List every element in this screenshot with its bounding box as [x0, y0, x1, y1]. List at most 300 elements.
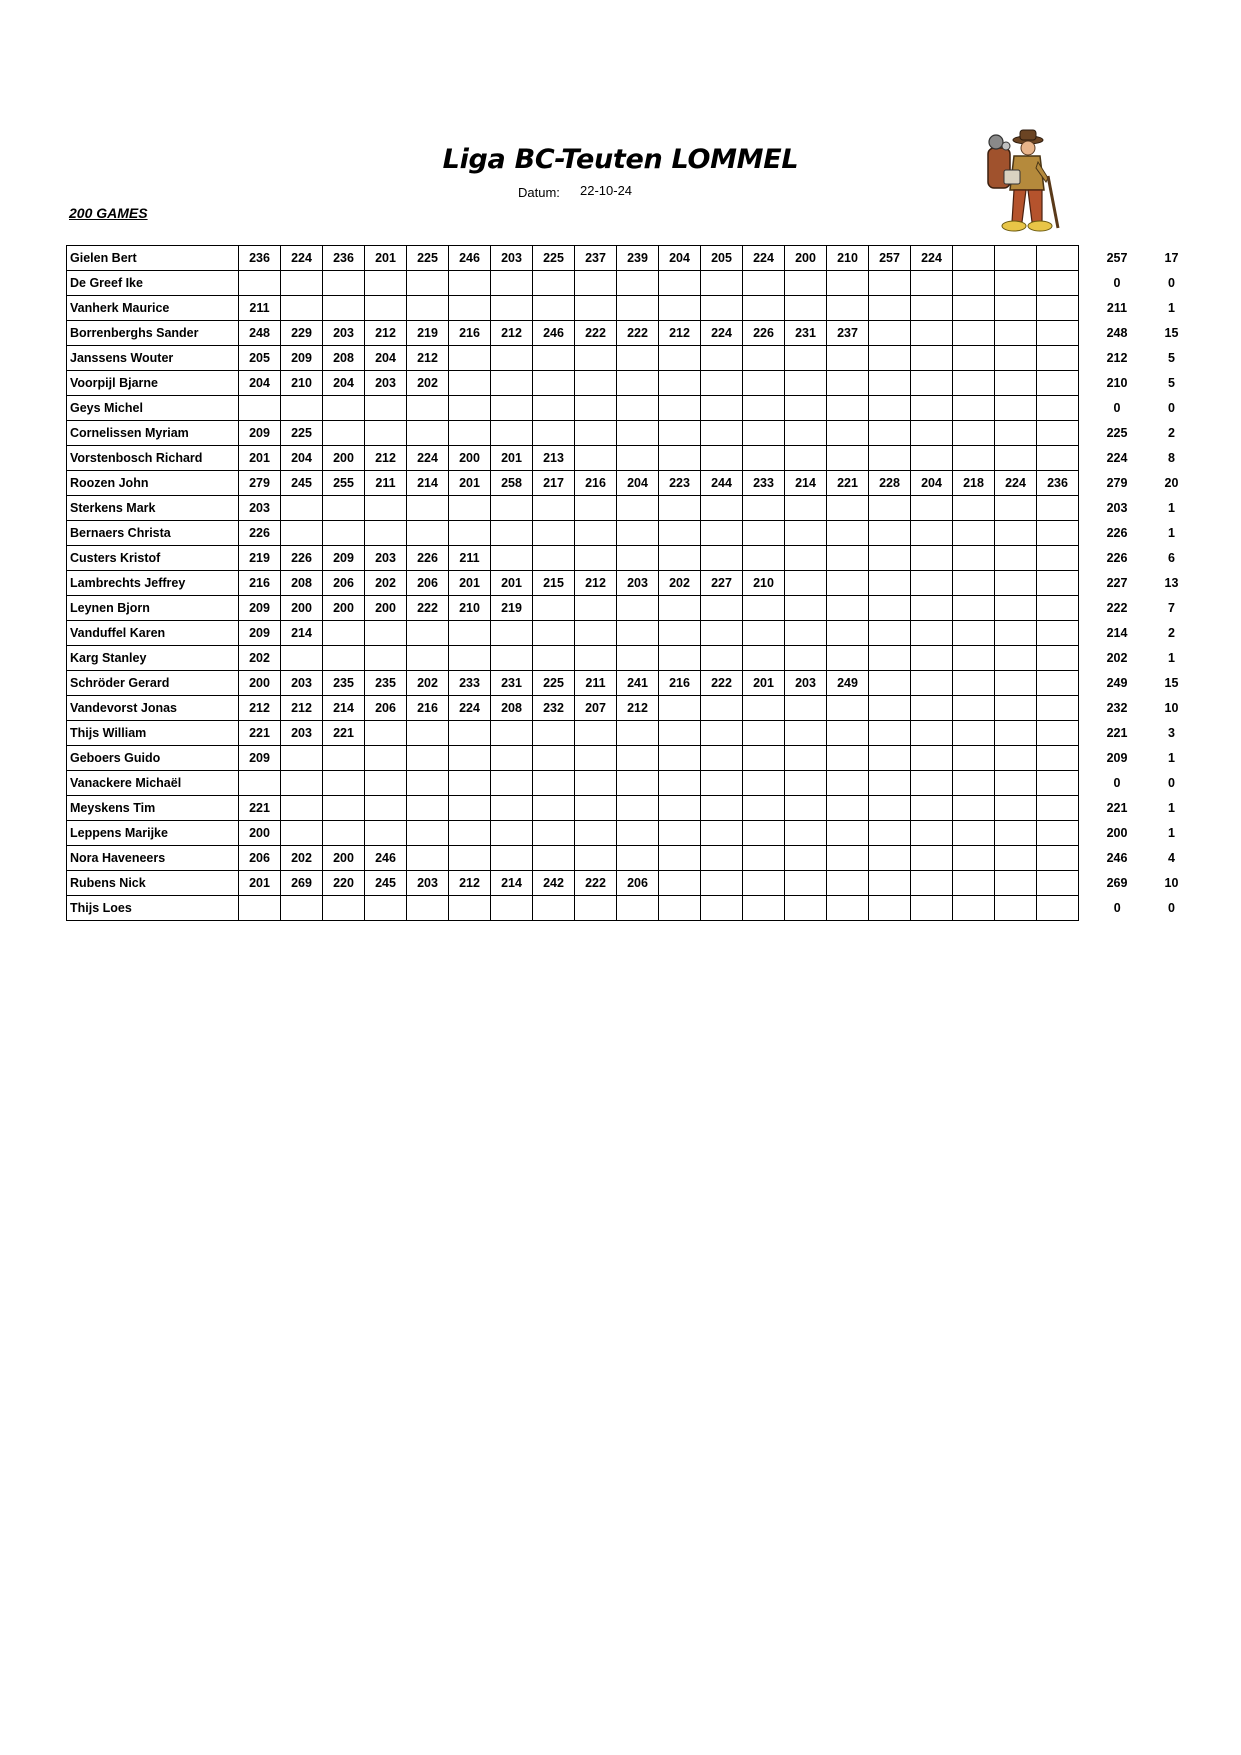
game-score-cell [617, 896, 659, 921]
game-score-cell [911, 421, 953, 446]
game-score-cell [953, 371, 995, 396]
game-score-cell [827, 846, 869, 871]
game-score-cell [1037, 396, 1079, 421]
best-score: 225 [1106, 426, 1128, 440]
section-subtitle: 200 GAMES [69, 205, 148, 221]
game-score-cell [785, 546, 827, 571]
game-score-cell [617, 396, 659, 421]
game-score-cell: 239 [617, 246, 659, 271]
column-spacer [1079, 721, 1090, 746]
game-score-cell [491, 646, 533, 671]
game-score-cell [785, 621, 827, 646]
game-score-cell: 224 [407, 446, 449, 471]
game-score-cell: 229 [281, 321, 323, 346]
game-score-cell [533, 521, 575, 546]
table-row [67, 771, 1198, 796]
game-score-cell [701, 546, 743, 571]
player-name: Cornelissen Myriam [67, 421, 239, 446]
game-score-cell [827, 396, 869, 421]
table-row [67, 446, 1198, 471]
game-score-cell [659, 396, 701, 421]
game-score-cell: 203 [617, 571, 659, 596]
game-score-cell [827, 871, 869, 896]
game-score-cell [785, 496, 827, 521]
game-score-cell: 218 [953, 471, 995, 496]
table-row [67, 371, 1198, 396]
game-score-cell: 245 [281, 471, 323, 496]
game-score-cell [827, 271, 869, 296]
game-score-cell [953, 496, 995, 521]
game-score-cell: 216 [239, 571, 281, 596]
player-name: Geys Michel [67, 396, 239, 421]
game-score-cell [365, 771, 407, 796]
game-score-cell: 212 [491, 321, 533, 346]
game-score-cell [995, 521, 1037, 546]
game-score-cell [995, 396, 1037, 421]
game-score-cell [491, 296, 533, 321]
game-score-cell [323, 646, 365, 671]
game-score-cell [1037, 446, 1079, 471]
game-score-cell [701, 496, 743, 521]
game-score-cell [827, 346, 869, 371]
table-row [67, 346, 1198, 371]
game-count: 13 [1164, 576, 1179, 590]
game-score-cell [701, 421, 743, 446]
game-score-cell [575, 621, 617, 646]
game-score-cell: 200 [323, 446, 365, 471]
game-score-cell: 241 [617, 671, 659, 696]
player-name: Thijs William [67, 721, 239, 746]
game-score-cell [323, 421, 365, 446]
game-score-cell: 209 [323, 546, 365, 571]
game-score-cell: 225 [533, 671, 575, 696]
best-score: 221 [1106, 801, 1128, 815]
game-score-cell [533, 271, 575, 296]
game-score-cell [869, 596, 911, 621]
game-score-cell [785, 746, 827, 771]
game-score-cell [1037, 671, 1079, 696]
game-score-cell [911, 571, 953, 596]
game-score-cell [659, 846, 701, 871]
game-count: 1 [1168, 651, 1175, 665]
game-score-cell [659, 596, 701, 621]
game-score-cell [869, 821, 911, 846]
game-score-cell [659, 371, 701, 396]
game-score-cell: 205 [239, 346, 281, 371]
game-score-cell: 224 [701, 321, 743, 346]
game-score-cell [911, 521, 953, 546]
game-score-cell [995, 346, 1037, 371]
game-score-cell: 203 [281, 721, 323, 746]
game-score-cell [995, 671, 1037, 696]
game-count: 20 [1164, 476, 1179, 490]
game-score-cell: 221 [239, 721, 281, 746]
game-score-cell: 200 [239, 821, 281, 846]
game-score-cell [911, 446, 953, 471]
table-row [67, 321, 1198, 346]
game-score-cell: 216 [449, 321, 491, 346]
game-score-cell: 212 [575, 571, 617, 596]
game-score-cell: 215 [533, 571, 575, 596]
game-score-cell [575, 846, 617, 871]
game-score-cell: 211 [239, 296, 281, 321]
game-score-cell [239, 396, 281, 421]
game-score-cell [743, 371, 785, 396]
game-score-cell [743, 771, 785, 796]
game-score-cell [911, 696, 953, 721]
game-score-cell: 236 [1037, 471, 1079, 496]
game-score-cell [617, 271, 659, 296]
game-score-cell [1037, 846, 1079, 871]
game-score-cell [869, 646, 911, 671]
game-score-cell [869, 346, 911, 371]
game-score-cell [491, 271, 533, 296]
game-score-cell [491, 846, 533, 871]
game-score-cell [575, 721, 617, 746]
game-score-cell: 206 [617, 871, 659, 896]
game-score-cell [533, 821, 575, 846]
game-score-cell [953, 571, 995, 596]
game-score-cell [575, 396, 617, 421]
game-score-cell: 202 [407, 671, 449, 696]
game-score-cell [785, 446, 827, 471]
game-score-cell [659, 896, 701, 921]
game-score-cell [869, 496, 911, 521]
game-score-cell: 204 [323, 371, 365, 396]
game-score-cell [785, 396, 827, 421]
best-score: 0 [1113, 901, 1121, 915]
game-score-cell [407, 496, 449, 521]
game-score-cell [827, 371, 869, 396]
game-score-cell: 258 [491, 471, 533, 496]
game-score-cell [323, 521, 365, 546]
game-score-cell [449, 646, 491, 671]
game-score-cell: 214 [491, 871, 533, 896]
game-score-cell [1037, 746, 1079, 771]
game-score-cell [995, 296, 1037, 321]
player-name: Vandevorst Jonas [67, 696, 239, 721]
game-score-cell: 200 [323, 596, 365, 621]
game-score-cell: 204 [239, 371, 281, 396]
game-score-cell [281, 521, 323, 546]
game-score-cell: 202 [239, 646, 281, 671]
game-score-cell: 204 [365, 346, 407, 371]
game-score-cell [1037, 321, 1079, 346]
table-row [67, 721, 1198, 746]
game-score-cell [617, 721, 659, 746]
game-score-cell [239, 896, 281, 921]
game-score-cell [491, 346, 533, 371]
game-score-cell: 212 [281, 696, 323, 721]
best-score: 0 [1113, 276, 1121, 290]
game-score-cell [575, 446, 617, 471]
game-score-cell [281, 896, 323, 921]
game-score-cell: 202 [281, 846, 323, 871]
game-score-cell [617, 646, 659, 671]
game-score-cell [701, 871, 743, 896]
game-score-cell [323, 821, 365, 846]
game-score-cell [827, 446, 869, 471]
game-score-cell: 209 [239, 421, 281, 446]
game-score-cell: 236 [323, 246, 365, 271]
game-score-cell [281, 496, 323, 521]
game-score-cell [743, 521, 785, 546]
game-score-cell: 236 [239, 246, 281, 271]
game-score-cell: 222 [575, 321, 617, 346]
game-score-cell [281, 796, 323, 821]
game-score-cell: 204 [911, 471, 953, 496]
column-spacer [1079, 596, 1090, 621]
game-score-cell [869, 796, 911, 821]
game-score-cell [659, 546, 701, 571]
column-spacer [1079, 696, 1090, 721]
game-count: 17 [1164, 251, 1179, 265]
game-score-cell [1037, 271, 1079, 296]
player-name: Vanduffel Karen [67, 621, 239, 646]
game-score-cell [365, 746, 407, 771]
game-count: 0 [1168, 776, 1175, 790]
game-score-cell: 220 [323, 871, 365, 896]
game-score-cell [743, 421, 785, 446]
game-score-cell [617, 446, 659, 471]
game-score-cell [911, 596, 953, 621]
player-name: Nora Haveneers [67, 846, 239, 871]
game-score-cell [869, 571, 911, 596]
table-row [67, 821, 1198, 846]
game-score-cell: 219 [239, 546, 281, 571]
game-score-cell [659, 771, 701, 796]
game-count: 10 [1164, 876, 1179, 890]
game-score-cell [953, 771, 995, 796]
game-score-cell [533, 421, 575, 446]
game-score-cell [743, 621, 785, 646]
game-score-cell: 201 [365, 246, 407, 271]
game-score-cell: 233 [743, 471, 785, 496]
game-score-cell [785, 296, 827, 321]
column-spacer [1079, 646, 1090, 671]
game-score-cell [953, 546, 995, 571]
game-score-cell: 209 [239, 621, 281, 646]
game-score-cell [953, 671, 995, 696]
game-score-cell [953, 271, 995, 296]
game-score-cell: 216 [659, 671, 701, 696]
game-score-cell [659, 271, 701, 296]
game-score-cell [785, 771, 827, 796]
game-score-cell [617, 296, 659, 321]
game-score-cell: 201 [449, 571, 491, 596]
best-score: 222 [1106, 601, 1128, 615]
game-score-cell: 279 [239, 471, 281, 496]
table-row [67, 896, 1198, 921]
game-score-cell [743, 271, 785, 296]
table-row [67, 571, 1198, 596]
game-count: 4 [1168, 851, 1175, 865]
game-score-cell: 232 [533, 696, 575, 721]
game-score-cell: 206 [239, 846, 281, 871]
game-count: 8 [1168, 451, 1175, 465]
game-score-cell [659, 621, 701, 646]
game-score-cell [1037, 296, 1079, 321]
game-score-cell [533, 596, 575, 621]
player-name: Geboers Guido [67, 746, 239, 771]
game-score-cell: 221 [239, 796, 281, 821]
game-score-cell [995, 321, 1037, 346]
game-score-cell [617, 596, 659, 621]
game-score-cell: 209 [281, 346, 323, 371]
game-score-cell [743, 896, 785, 921]
game-score-cell [281, 746, 323, 771]
game-score-cell [449, 796, 491, 821]
game-score-cell [449, 421, 491, 446]
column-spacer [1079, 246, 1090, 271]
game-score-cell: 223 [659, 471, 701, 496]
game-score-cell [995, 846, 1037, 871]
game-score-cell [1037, 621, 1079, 646]
game-score-cell [701, 621, 743, 646]
game-score-cell: 203 [365, 371, 407, 396]
game-score-cell [659, 696, 701, 721]
game-score-cell: 211 [575, 671, 617, 696]
game-score-cell [575, 296, 617, 321]
game-score-cell [953, 896, 995, 921]
game-score-cell [1037, 721, 1079, 746]
table-row [67, 496, 1198, 521]
game-score-cell: 203 [407, 871, 449, 896]
game-count: 5 [1168, 351, 1175, 365]
game-score-cell: 200 [281, 596, 323, 621]
player-name: Vorstenbosch Richard [67, 446, 239, 471]
table-row [67, 421, 1198, 446]
game-score-cell [491, 546, 533, 571]
game-score-cell [995, 696, 1037, 721]
date-value: 22-10-24 [580, 183, 633, 198]
game-score-cell [365, 721, 407, 746]
game-score-cell [995, 271, 1037, 296]
game-score-cell [785, 846, 827, 871]
game-score-cell [575, 796, 617, 821]
player-name: Rubens Nick [67, 871, 239, 896]
game-score-cell: 201 [491, 571, 533, 596]
game-score-cell: 202 [659, 571, 701, 596]
game-score-cell [323, 796, 365, 821]
date-label: Datum: [518, 185, 560, 200]
game-score-cell: 216 [407, 696, 449, 721]
best-score: 248 [1106, 326, 1128, 340]
game-score-cell [449, 896, 491, 921]
game-score-cell [323, 271, 365, 296]
game-score-cell [953, 871, 995, 896]
game-score-cell [869, 446, 911, 471]
game-score-cell [995, 871, 1037, 896]
game-score-cell [701, 371, 743, 396]
game-score-cell [995, 571, 1037, 596]
game-score-cell [911, 371, 953, 396]
game-count: 2 [1168, 426, 1175, 440]
game-score-cell: 201 [743, 671, 785, 696]
game-score-cell [827, 721, 869, 746]
game-score-cell: 202 [365, 571, 407, 596]
game-score-cell: 226 [743, 321, 785, 346]
game-score-cell [869, 871, 911, 896]
table-row [67, 796, 1198, 821]
player-name: Custers Kristof [67, 546, 239, 571]
best-score: 200 [1106, 826, 1128, 840]
game-score-cell [659, 296, 701, 321]
game-score-cell [575, 271, 617, 296]
game-score-cell [617, 521, 659, 546]
column-spacer [1079, 846, 1090, 871]
game-score-cell: 203 [281, 671, 323, 696]
player-name: Leppens Marijke [67, 821, 239, 846]
game-score-cell [701, 346, 743, 371]
game-score-cell: 204 [281, 446, 323, 471]
game-score-cell [701, 721, 743, 746]
column-spacer [1079, 896, 1090, 921]
game-score-cell [785, 646, 827, 671]
game-score-cell [911, 821, 953, 846]
game-score-cell: 201 [491, 446, 533, 471]
game-score-cell: 222 [617, 321, 659, 346]
game-score-cell [869, 296, 911, 321]
game-score-cell [785, 696, 827, 721]
game-count: 1 [1168, 801, 1175, 815]
game-score-cell [827, 796, 869, 821]
game-score-cell [911, 346, 953, 371]
game-score-cell [701, 271, 743, 296]
game-score-cell: 242 [533, 871, 575, 896]
game-score-cell [995, 246, 1037, 271]
game-score-cell: 235 [365, 671, 407, 696]
column-spacer [1079, 371, 1090, 396]
game-score-cell [659, 746, 701, 771]
game-score-cell: 201 [239, 446, 281, 471]
game-score-cell [1037, 571, 1079, 596]
game-score-cell [533, 346, 575, 371]
game-score-cell [743, 296, 785, 321]
table-row [67, 846, 1198, 871]
game-score-cell: 200 [323, 846, 365, 871]
game-score-cell [449, 771, 491, 796]
column-spacer [1079, 571, 1090, 596]
game-score-cell [617, 821, 659, 846]
game-score-cell [659, 871, 701, 896]
game-score-cell [743, 346, 785, 371]
game-score-cell [953, 446, 995, 471]
game-score-cell [701, 521, 743, 546]
game-score-cell [449, 621, 491, 646]
game-score-cell: 225 [407, 246, 449, 271]
table-row [67, 596, 1198, 621]
game-score-cell [869, 846, 911, 871]
game-score-cell [785, 571, 827, 596]
game-score-cell: 231 [785, 321, 827, 346]
game-score-cell [743, 446, 785, 471]
game-score-cell [701, 821, 743, 846]
game-score-cell [701, 296, 743, 321]
game-score-cell [407, 796, 449, 821]
game-score-cell [911, 721, 953, 746]
game-score-cell [743, 871, 785, 896]
player-name: Schröder Gerard [67, 671, 239, 696]
game-score-cell [407, 646, 449, 671]
game-score-cell [953, 621, 995, 646]
game-score-cell [533, 396, 575, 421]
game-score-cell [365, 496, 407, 521]
game-score-cell: 203 [323, 321, 365, 346]
game-score-cell: 211 [449, 546, 491, 571]
game-score-cell: 212 [617, 696, 659, 721]
game-score-cell [365, 396, 407, 421]
